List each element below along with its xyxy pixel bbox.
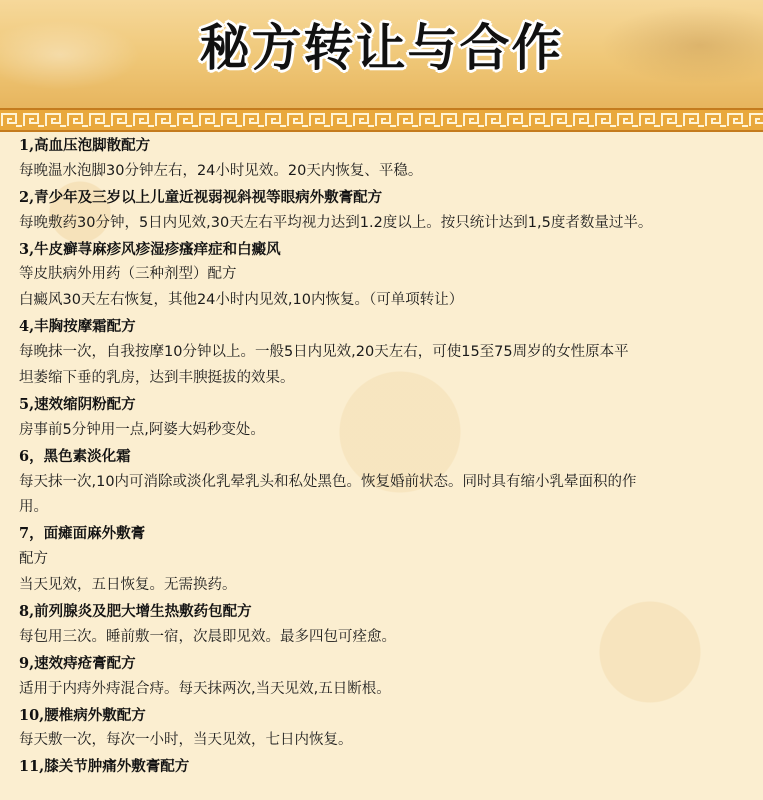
formula-description: 坦萎缩下垂的乳房，达到丰腴挺拔的效果。 [19,370,295,387]
formula-description: 每晚温水泡脚30分钟左右，24小时见效。20天内恢复、平稳。 [19,162,423,179]
formula-heading: 8,前列腺炎及肥大增生热敷药包配方 [19,603,252,621]
formula-description: 每晚抹一次，自我按摩10分钟以上。一般5日内见效,20天左右，可使15至75周岁的女性原本平 [19,344,629,361]
formula-description: 配方 [19,551,48,568]
formula-heading: 1,高血压泡脚散配方 [19,137,151,154]
formula-heading: 9,速效痔疮膏配方 [19,654,136,672]
formula-heading: 3,牛皮癣荨麻疹风疹湿疹瘙痒症和白癜风 [19,240,281,258]
formula-description: 每晚敷药30分钟，5日内见效,30天左右平均视力达到1.2度以上。按只统计达到1,5度者数量过半。 [19,214,653,231]
formula-description: 用。 [19,499,48,516]
formula-heading: 6，黑色素淡化霜 [19,447,131,465]
formula-description: 白癜风30天左右恢复，其他24小时内见效,10内恢复。（可单项转让） [19,292,464,309]
formula-heading: 4,丰胸按摩霜配方 [19,318,136,336]
formula-description: 每天敷一次，每次一小时，当天见效，七日内恢复。 [19,732,353,749]
formula-heading: 2,青少年及三岁以上儿童近视弱视斜视等眼病外敷膏配方 [19,188,383,206]
formula-heading: 7，面瘫面麻外敷膏 [19,525,146,543]
header-banner [0,0,763,108]
formula-description: 适用于内痔外痔混合痔。每天抹两次,当天见效,五日断根。 [19,680,391,697]
page-title: 秘方转让与合作 [199,18,564,77]
formula-heading: 10,腰椎病外敷配方 [19,706,146,724]
formula-heading: 5,速效缩阴粉配方 [19,395,136,413]
formula-description: 每天抹一次,10内可消除或淡化乳晕乳头和私处黑色。恢复婚前状态。同时具有缩小乳晕面积的作 [19,473,637,490]
formula-description: 每包用三次。睡前敷一宿，次晨即见效。最多四包可痊愈。 [19,628,396,645]
formula-description: 当天见效，五日恢复。无需换药。 [19,577,237,594]
formula-list [19,133,763,780]
formula-heading: 11,膝关节肿痛外敷膏配方 [19,758,190,776]
fret-border [0,108,763,132]
formula-description: 房事前5分钟用一点,阿婆大妈秒变处。 [19,421,265,438]
formula-description: 等皮肤病外用药（三种剂型）配方 [19,266,237,283]
meander-pattern-icon [0,110,763,130]
